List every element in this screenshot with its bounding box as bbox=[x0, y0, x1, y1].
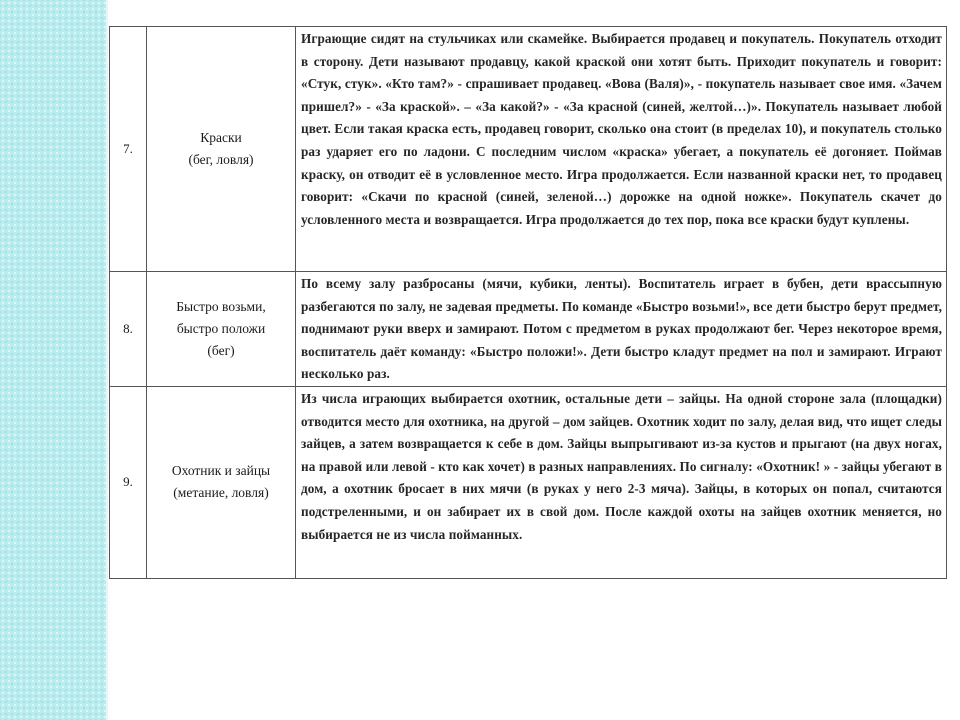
table-row bbox=[110, 386, 947, 578]
game-name: Охотник и зайцы bbox=[171, 463, 271, 479]
game-name-cell bbox=[147, 386, 296, 578]
table-row bbox=[110, 272, 947, 387]
decorative-side-strip bbox=[0, 0, 106, 720]
game-name-cell bbox=[147, 272, 296, 387]
row-number: 7. bbox=[110, 27, 147, 272]
game-subtitle: (бег, ловля) bbox=[188, 152, 254, 167]
side-strip-edge bbox=[106, 0, 108, 720]
row-number: 9. bbox=[110, 386, 147, 578]
game-name: Краски bbox=[200, 130, 242, 145]
game-subtitle: (метание, ловля) bbox=[173, 485, 269, 501]
table-row bbox=[110, 27, 947, 272]
game-name-line-1: Быстро возьми, bbox=[176, 298, 266, 314]
game-name-cell bbox=[147, 27, 296, 272]
game-name-line-2: быстро положи bbox=[176, 320, 266, 336]
game-description: По всему залу разбросаны (мячи, кубики, ленты). Воспитатель играет в бубен, дети врассыпную разбегаются по залу, не задевая предметы. По команде «Быстро возьми!», все дети быстро берут предмет, поднимают руки вверх и замирают. Потом с предметом в руках продолжают бег. Через некоторое время, воспитатель даёт команду: «Быстро положи!». Дети быстро кладут предмет на пол и замирают. Играют несколько раз. bbox=[296, 272, 947, 387]
game-description: Из числа играющих выбирается охотник, остальные дети – зайцы. На одной стороне зала (площадки) отводится место для охотника, на другой – дом зайцев. Охотник ходит по залу, делая вид, что ищет следы зайцев, а затем возвращается к себе в дом. Зайцы выпрыгивают из-за кустов и прыгают (на двух ногах, на правой или левой - кто как хочет) в разных направлениях. По сигналу: «Охотник! » - зайцы убегают в дом, а охотник бросает в них мячи (в руках у него 2-3 мяча). Зайцы, в которых он попал, считаются подстреленными, и он забирает их в свой дом. После каждой охоты на зайцев охотник меняется, но выбирается не из числа пойманных. bbox=[296, 386, 947, 578]
game-subtitle: (бег) bbox=[207, 342, 235, 358]
games-table bbox=[109, 26, 947, 579]
game-description: Играющие сидят на стульчиках или скамейке. Выбирается продавец и покупатель. Покупатель отходит в сторону. Дети называют продавцу, какой краской они хотят быть. Приходит покупатель и говорит: «Стук, стук». «Кто там?» - спрашивает продавец. «Вова (Валя)», - покупатель называет свое имя. «Зачем пришел?» - «За краской». – «За какой?» - «За красной (синей, желтой…)». Покупатель называет любой цвет. Если такая краска есть, продавец говорит, сколько она стоит (в пределах 10), и покупатель столько раз ударяет его по ладони. С последним числом «краска» убегает, а покупатель её догоняет. Поймав краску, он отводит её в условленное место. Игра продолжается. Если названной краски нет, то продавец говорит: «Скачи по красной (синей, зеленой…) дорожке на одной ножке». Покупатель скачет до условленного места и возвращается. Игра продолжается до тех пор, пока все краски будут куплены. bbox=[296, 27, 947, 272]
row-number: 8. bbox=[110, 272, 147, 387]
